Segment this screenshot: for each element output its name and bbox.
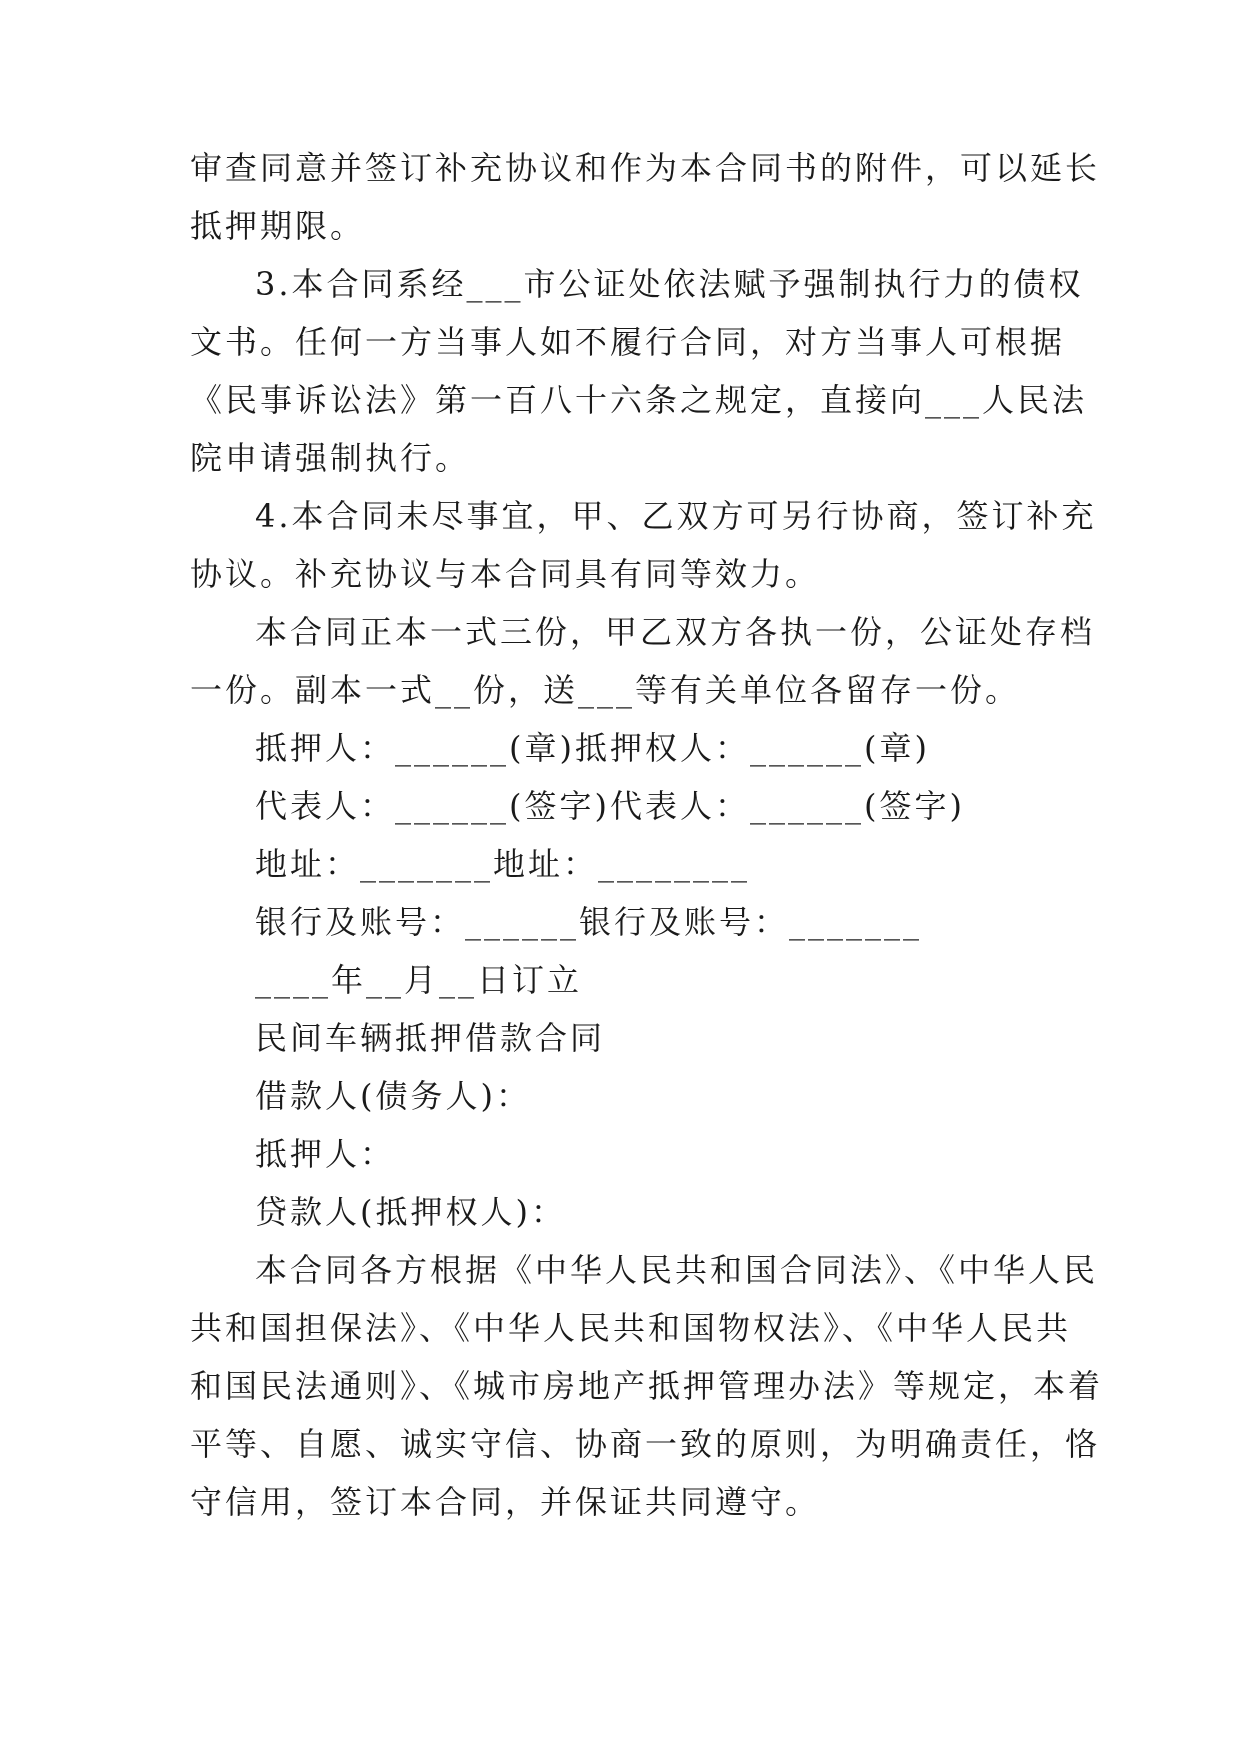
text-line: 平等、自愿、诚实守信、协商一致的原则，为明确责任，恪 (190, 1425, 1101, 1463)
text-line: 3.本合同系经___市公证处依法赋予强制执行力的债权 (255, 265, 1084, 303)
text-line: 本合同各方根据《中华人民共和国合同法》、《中华人民 (255, 1251, 1099, 1289)
text-line: 文书。任何一方当事人如不履行合同，对方当事人可根据 (190, 323, 1066, 361)
borrower-line: 借款人(债务人)： (255, 1077, 531, 1115)
section-title: 民间车辆抵押借款合同 (255, 1019, 606, 1057)
text-line: 审查同意并签订补充协议和作为本合同书的附件，可以延长 (190, 149, 1101, 187)
text-line: 院申请强制执行。 (190, 439, 471, 477)
text-line: 一份。副本一式__份，送___等有关单位各留存一份。 (190, 671, 1021, 709)
signature-mortgagor-line: 抵押人：______(章)抵押权人：______(章) (255, 729, 930, 767)
text-line: 和国民法通则》、《城市房地产抵押管理办法》等规定，本着 (190, 1367, 1104, 1405)
lender-line: 贷款人(抵押权人)： (255, 1193, 566, 1231)
bank-account-line: 银行及账号：______银行及账号：_______ (255, 903, 923, 941)
mortgagor-line: 抵押人： (255, 1135, 396, 1173)
text-line: 共和国担保法》、《中华人民共和国物权法》、《中华人民共 (190, 1309, 1072, 1347)
text-line: 协议。补充协议与本合同具有同等效力。 (190, 555, 821, 593)
address-line: 地址：_______地址：________ (255, 845, 751, 883)
text-line: 本合同正本一式三份，甲乙双方各执一份，公证处存档 (255, 613, 1096, 651)
text-line: 守信用，签订本合同，并保证共同遵守。 (190, 1483, 821, 1521)
text-line: 《民事诉讼法》第一百八十六条之规定，直接向___人民法 (190, 381, 1088, 419)
text-line: 4.本合同未尽事宜，甲、乙双方可另行协商，签订补充 (255, 497, 1097, 535)
date-line: ____年__月__日订立 (255, 961, 583, 999)
text-line: 抵押期限。 (190, 207, 366, 245)
signature-representative-line: 代表人：______(签字)代表人：______(签字) (255, 787, 965, 825)
